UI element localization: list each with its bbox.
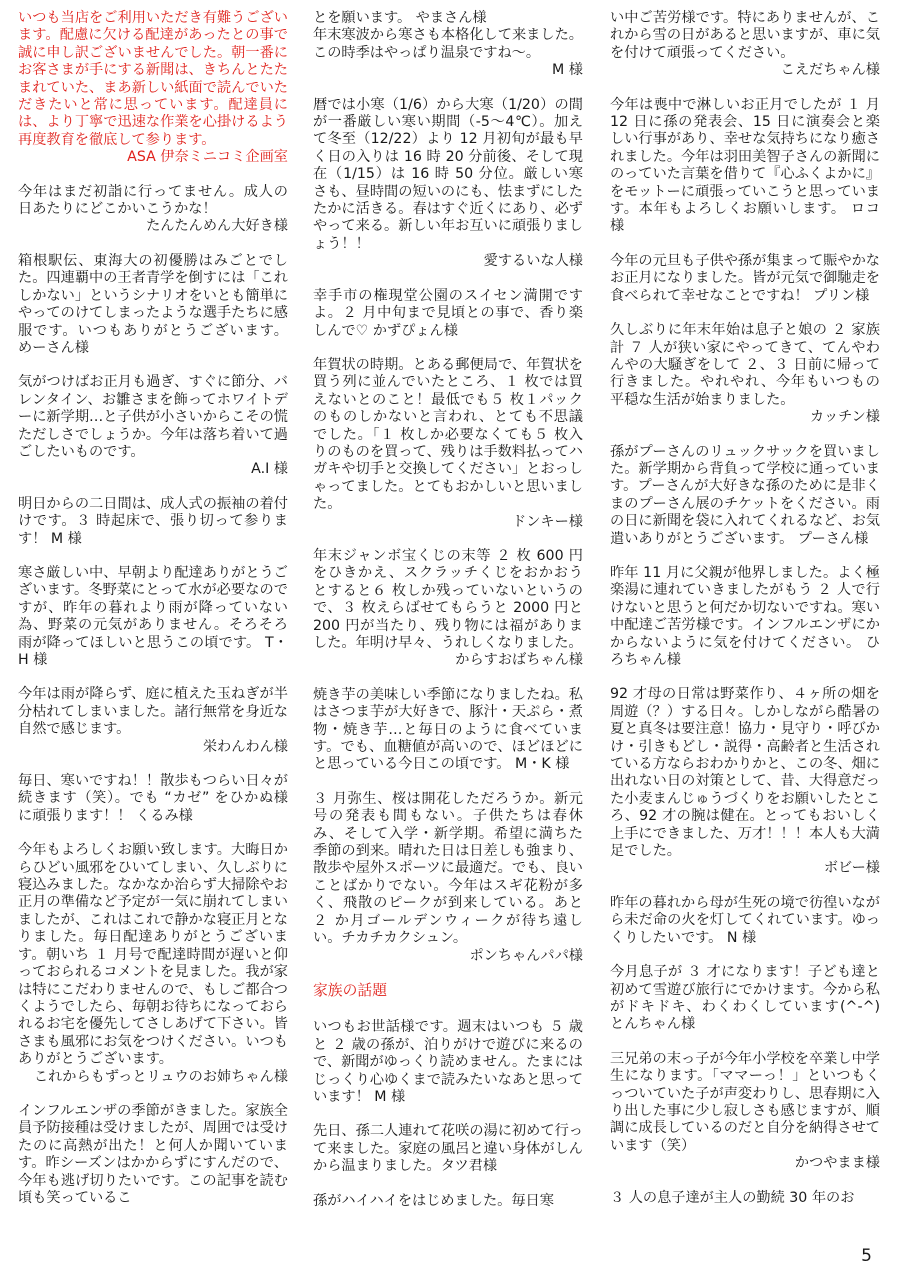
reader-comment <box>18 253 288 357</box>
comment-signature: ポンちゃんパパ様 <box>469 947 583 964</box>
reader-comment <box>610 97 880 236</box>
reader-comment <box>610 1190 880 1207</box>
reader-comment <box>18 686 288 756</box>
comment-text: 焼き芋の美味しい季節になりましたね。私はさつま芋が大好きで、豚汁・天ぷら・煮物・焼き芋…と毎日のように食べています。でも、血糖値が高いので、ほどほどにと思っている今日この頃です。 M・K 様 <box>313 686 583 773</box>
reader-comment <box>610 895 880 947</box>
comment-signature: ドンキー様 <box>512 513 583 530</box>
reader-comment <box>610 686 880 877</box>
comment-text: 寒さ厳しい中、早朝より配達ありがとうございます。冬野菜にとって水が必要なのですが、昨年の暮れより雨が降っていない為、野菜の元気がありません。そろそろ雨が降ってほしいと思うこの頃です。 T・H 様 <box>18 564 288 668</box>
column-3 <box>610 10 880 1224</box>
comment-signature: ASA 伊奈ミニコミ企画室 <box>127 149 288 166</box>
comment-text: 孫がプーさんのリュックサックを買いました。新学期から背負って学校に通っています。プーさんが大好きな孫のために是非くまのプーさん展のチケットをください。雨の日に新聞を袋に入れてくれるなど、お気遣いありがとうございます。 プーさん様 <box>610 443 880 547</box>
reader-comment <box>610 322 880 426</box>
comment-signature: こえだちゃん様 <box>780 62 880 79</box>
comment-text: 毎日、寒いですね！！散歩もつらい日々が続きます（笑）。でも “カゼ” をひかぬ様に頑張ります！！ くるみ様 <box>18 773 288 824</box>
comment-text: 久しぶりに年末年始は息子と娘の ２ 家族計 ７ 人が狭い家にやってきて、てんやわんやの大騒ぎをして ２、３ 日前に帰って行きました。やれやれ、今年もいつもの平穏な生活が始まりました。 <box>610 322 880 408</box>
comment-text: 今年はまだ初詣に行ってません。成人の日あたりにどこかいこうかな！ <box>18 183 288 218</box>
comment-text: 先日、孫二人連れて花咲の湯に初めて行って来ました。家庭の風呂と違い身体がしんから温まりました。タツ君様 <box>313 1123 583 1175</box>
reader-comment <box>610 1051 880 1173</box>
reader-comment <box>313 357 583 531</box>
comment-signature: たんたんめん大好き様 <box>146 218 288 235</box>
reader-comment <box>610 10 880 80</box>
reader-comment <box>313 548 583 670</box>
reader-comment <box>313 1123 583 1175</box>
comment-text: 年賀状の時期。とある郵便局で、年賀状を買う列に並んでいたところ、１ 枚では買えないとのこと！最低でも５ 枚１パックのものしかないと言われ、とても不思議でした。「１ 枚しか必要なくても５ 枚入りのものを買って、残りは手数料払ってハガキや切手と交換してください」とおっしゃってました。とてもおかしいと思いました。 <box>313 356 583 513</box>
comment-text: 孫がハイハイをはじめました。毎日寒 <box>313 1192 554 1209</box>
reader-comment <box>313 288 583 340</box>
comment-text: 今年は雨が降らず、庭に植えた玉ねぎが半分枯れてしまいました。諸行無常を身近な自然で感じます。 <box>18 686 288 738</box>
page-number: 5 <box>861 1246 872 1266</box>
store-notice <box>18 10 288 167</box>
comment-text: 今年もよろしくお願い致します。大晦日からひどい風邪をひいてしまい、久しぶりに寝込みました。なかなか治らず大掃除やお正月の準備など予定が一気に崩れてしまいましたが、これはこれで静かな寝正月となりました。毎日配達ありがとうございます。朝いち １ 月号で配達時間が遅いと仰っておられるコメントを見ました。我が家は特にこだわりませんので、もしご都合つくようでしたら、毎朝お待ちになっておられるお宅を優先してさしあげて下さい。皆さまも風邪にお気をつけください。いつもありがとうございます。 <box>18 842 288 1068</box>
column-1 <box>18 10 288 1224</box>
column-2 <box>313 10 583 1227</box>
reader-comment <box>18 184 288 236</box>
comment-text: ３ 月弥生、桜は開花しただろうか。新元号の発表も間もない。子供たちは春休み、そして入学・新学期。希望に満ちた季節の到来。晴れた日は日差しも強まり、散歩や屋外スポーツに最適だ。でも、良いことばかりでない。今年はスギ花粉が多く、飛散のピークが到来している。あと ２ か月ゴールデンウィークが待ち遠しい。チカチカクシュン。 <box>313 790 583 947</box>
comment-signature: M 様 <box>552 62 583 79</box>
reader-comment <box>313 791 583 965</box>
comment-text: 今年の元旦も子供や孫が集まって賑やかなお正月になりました。皆が元気で御馳走を食べられて幸せなことですね！ プリン様 <box>610 252 880 304</box>
comment-text: 昨年の暮れから母が生死の境で彷徨いながら未だ命の火を灯してくれています。ゆっくりしたいです。 N 様 <box>610 894 880 946</box>
comment-text: 年末ジャンボ宝くじの末等 ２ 枚 600 円をひきかえ、スクラッチくじをおかおうとすると６ 枚しか残っていないというので、３ 枚えらばせてもらうと 2000 円と 200 円が当たり、残り物には福がありました。年明け早々、うれしくなりました。 <box>313 547 583 651</box>
comment-text: 92 才母の日常は野菜作り、４ヶ所の畑を周遊（？）する日々。しかしながら酷暑の夏と真冬は要注意！協力・見守り・呼びかけ・引きもどし・説得・高齢者と生活されている方ならおわかりかと、この冬、畑に出れない日の対策として、昔、大得意だった小麦まんじゅうづくりをお願いしたところ、92 才の腕は健在。とってもおいしく上手にできました、万才！！！本人も大満足でした。 <box>610 686 880 860</box>
comment-signature: かつやまま様 <box>794 1155 880 1172</box>
reader-comment <box>610 964 880 1034</box>
comment-text: 箱根駅伝、東海大の初優勝はみごとでした。四連覇中の王者青学を倒すには「これしかない」というシナリオをいとも簡単にやってのけてしまったような選手たちに感服です。いつもありがとうございます。 めーさん様 <box>18 252 288 356</box>
comment-text: いつも当店をご利用いただき有難うございます。配慮に欠ける配達があったとの事で誠に申し訳ございませんでした。朝一番にお客さまが手にする新聞は、きちんとたたまれていた、まあ新しい紙面で読んでいただきたいと常に思っています。配達員には、より丁寧で迅速な作業を心掛けるよう再度教育を徹底して参ります。 <box>18 10 288 148</box>
comment-text: 幸手市の権現堂公園のスイセン満開ですよ。２ 月中旬まで見頃との事で、香り楽しんで♡ かずぴょん様 <box>313 287 583 339</box>
comment-text: 今年は喪中で淋しいお正月でしたが １ 月 12 日に孫の発表会、15 日に演奏会と楽しい行事があり、幸せな気持ちになり癒されました。今年は羽田美智子さんの新聞にのっていた言葉を借りて『心ふくよかに』をモットーに頑張っていこうと思っています。本年もよろしくお願いします。 ロコ様 <box>610 96 880 235</box>
comment-signature: 栄わんわん様 <box>202 738 288 755</box>
reader-comment <box>313 97 583 271</box>
comment-signature: からすおばちゃん様 <box>455 652 583 669</box>
comment-signature: これからもずっとリュウのお姉ちゃん様 <box>33 1068 288 1085</box>
comment-text: 明日からの二日間は、成人式の振袖の着付けです。３ 時起床で、張り切って参ります！ M 様 <box>18 495 288 547</box>
reader-comment <box>18 773 288 825</box>
comment-text: 暦では小寒（1/6）から大寒（1/20）の間が一番厳しい寒い期間（-5～4℃）。加えて冬至（12/22）より 12 月初旬が最も早く日の入りは 16 時 20 分前後、そして現在（1/15）は 16 時 50 分位。厳しい寒さも、昼時間の短いのにも、怯まずにしたたかに活きる。春はすぐ近くにあり、必ずやって来る。新しい年お互いに頑張りましょう！！ <box>313 96 583 252</box>
section-heading: 家族の話題 <box>313 981 387 999</box>
comment-text: インフルエンザの季節がきました。家族全員予防接種は受けましたが、周囲では受けたのに高熱が出た！と何人か聞いています。昨シーズンはかからずにすんだので、今年も逃げ切りたいです。この記事を読む頃も笑っているこ <box>18 1102 288 1206</box>
reader-comment <box>18 842 288 1086</box>
reader-comment <box>18 565 288 669</box>
comment-signature: 愛するいな人様 <box>483 253 583 270</box>
reader-comment <box>313 1019 583 1106</box>
reader-comment <box>18 374 288 478</box>
comment-text: 今月息子が ３ 才になります！子ども達と初めて雪遊び旅行にでかけます。今から私がドキドキ、わくわくしています(^-^) とんちゃん様 <box>610 964 880 1033</box>
reader-comment <box>610 253 880 305</box>
comment-text: いつもお世話様です。週末はいつも ５ 歳と ２ 歳の孫が、泊りがけで遊びに来るので、新聞がゆっくり読めません。たまにはじっくり心ゆくまで読みたいなあと思っています！ M 様 <box>313 1019 583 1105</box>
comment-text: い中ご苦労様です。特にありませんが、これから雪の日があると思いますが、車に気を付けて頑張ってください。 <box>610 10 880 61</box>
reader-comment <box>610 444 880 548</box>
comment-text: 三兄弟の末っ子が今年小学校を卒業し中学生になります。「ママーっ！」といつもくっついていた子が声変わりし、思春期に入り出した事に少し寂しさも感じますが、順調に成長しているのだと自分を納得させています（笑） <box>610 1050 880 1154</box>
reader-comment <box>313 10 583 80</box>
comment-text: 昨年 11 月に父親が他界しました。よく極楽湯に連れていきましたがもう ２ 人で行けないと思うと何だか切ないですね。寒い中配達ご苦労様です。インフルエンザにかからないように気を付けてください。 ひろちゃん様 <box>610 564 880 668</box>
comment-text: ３ 人の息子達が主人の勤続 30 年のお <box>610 1189 855 1206</box>
comment-signature: ボビー様 <box>823 860 880 877</box>
comment-signature: A.I 様 <box>251 461 288 478</box>
reader-comment <box>313 687 583 774</box>
comment-signature: カッチン様 <box>809 409 880 426</box>
comment-text: とを願います。 やまさん様 年末寒波から寒さも本格化して来ました。この時季はやっぱり温泉ですね～。 <box>313 10 583 61</box>
comment-text: 気がつけばお正月も過ぎ、すぐに節分、バレンタイン、お雛さまを飾ってホワイトデーに新学期…と子供が小さいからこその慌ただしさでしょうか。今年は落ち着いて過ごしたいものです。 <box>18 374 288 460</box>
reader-comment <box>610 565 880 669</box>
reader-comment <box>18 496 288 548</box>
reader-comment <box>313 1193 583 1210</box>
reader-comment <box>18 1103 288 1207</box>
